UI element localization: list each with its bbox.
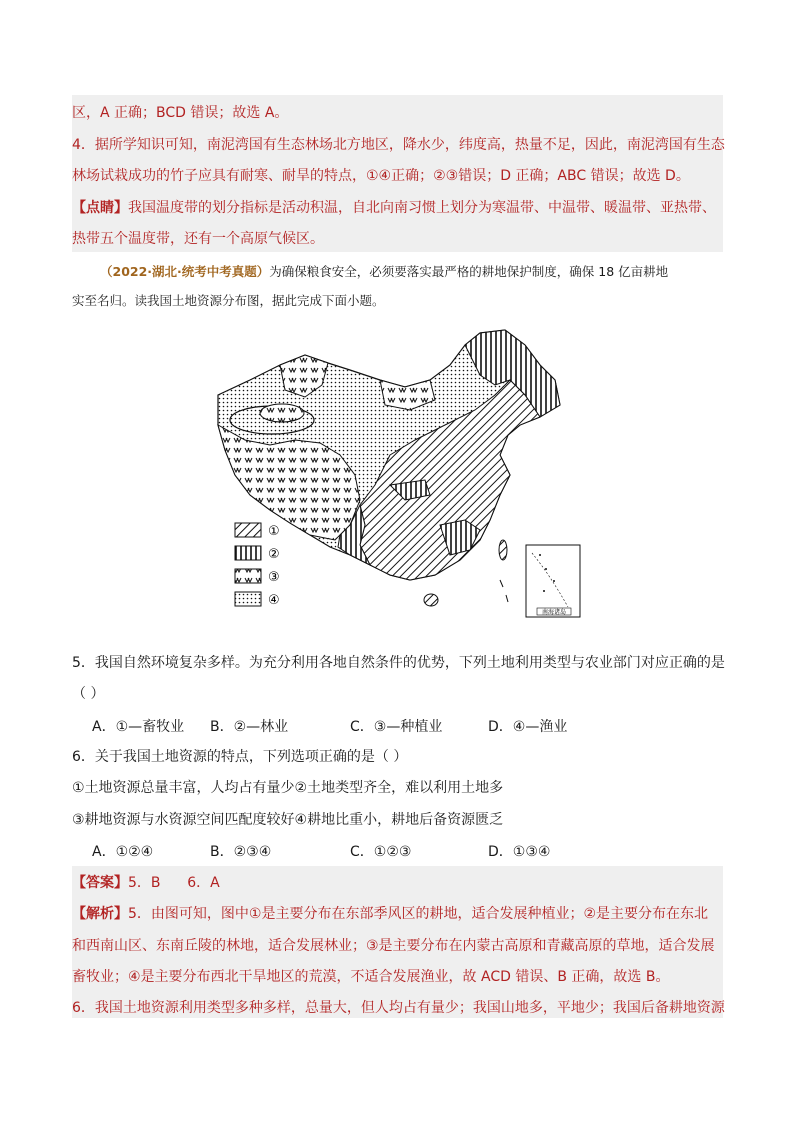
q6-statement-1: ①土地资源总量丰富，人均占有量少②土地类型齐全，难以利用土地多 — [72, 780, 504, 796]
q6-statement-2: ③耕地资源与水资源空间匹配度较好④耕地比重小，耕地后备资源匮乏 — [72, 812, 504, 828]
legend-swatch-1 — [235, 523, 261, 537]
answer-line — [72, 873, 220, 893]
q5-stem-line-2: （ ） — [72, 686, 105, 702]
legend-label-1: ① — [268, 524, 280, 539]
explanation-tag: 【解析】 — [72, 906, 128, 922]
legend-swatch-4 — [235, 592, 261, 606]
q5-option-b[interactable]: B．②—林业 — [210, 719, 289, 735]
question-source: （2022·湖北·统考中考真题） — [100, 264, 270, 279]
explanation-line-4: 6．我国土地资源利用类型多种多样，总量大，但人均占有量少；我国山地多，平地少；我国后备耕地资源 — [72, 1000, 725, 1016]
q6-option-c[interactable]: C．①②③ — [350, 844, 412, 860]
q5-option-d[interactable]: D．④—渔业 — [488, 719, 568, 735]
answer-line-2: 4．据所学知识可知，南泥湾国有生态林场北方地区，降水少，纬度高，热量不足，因此，南泥湾国有生态 — [72, 137, 725, 153]
legend-label-2: ② — [268, 547, 280, 562]
q5-stem-line-1: 5．我国自然环境复杂多样。为充分利用各地自然条件的优势，下列土地利用类型与农业部门对应正确的是 — [72, 655, 725, 671]
answer-line-1: 区，A 正确；BCD 错误；故选 A。 — [72, 105, 289, 121]
land-resource-map — [210, 325, 590, 620]
answer-text: 5．B 6．A — [128, 875, 220, 891]
q6-option-b[interactable]: B．②③④ — [210, 844, 272, 860]
tip-text: 我国温度带的划分指标是活动积温，自北向南习惯上划分为寒温带、中温带、暖温带、亚热带、 — [128, 200, 716, 216]
legend-label-4: ④ — [268, 593, 280, 608]
q6-option-a[interactable]: A．①②④ — [92, 844, 154, 860]
answer-line-3: 林场试栽成功的竹子应具有耐寒、耐旱的特点，①④正确；②③错误；D 正确；ABC 错误；故选 D。 — [72, 168, 690, 184]
q5-option-a[interactable]: A．①—畜牧业 — [92, 719, 185, 735]
explanation-line-1 — [72, 904, 708, 924]
tip-tag: 【点睛】 — [72, 200, 128, 216]
map-legend — [235, 523, 280, 608]
legend-label-3: ③ — [268, 570, 280, 585]
explanation-line-3: 畜牧业；④是主要分布西北干旱地区的荒漠，不适合发展渔业，故 ACD 错误、B 正确，故选 B。 — [72, 969, 670, 985]
china-map-figure — [210, 325, 590, 620]
tip-line — [72, 198, 716, 218]
question-intro-text-1: 为确保粮食安全，必须要落实最严格的耕地保护制度，确保 18 亿亩耕地 — [269, 264, 669, 279]
legend-swatch-3 — [235, 569, 261, 583]
explanation-line-2: 和西南山区、东南丘陵的林地，适合发展林业；③是主要分布在内蒙古高原和青藏高原的草地，适合发展 — [72, 938, 715, 954]
legend-swatch-2 — [235, 546, 261, 560]
q6-option-d[interactable]: D．①③④ — [488, 844, 551, 860]
answer-line-5: 热带五个温度带，还有一个高原气候区。 — [72, 231, 324, 247]
question-intro-line-1 — [100, 262, 668, 282]
question-intro-line-2: 实至名归。读我国土地资源分布图，据此完成下面小题。 — [72, 293, 385, 308]
q5-option-c[interactable]: C．③—种植业 — [350, 719, 443, 735]
q6-stem: 6．关于我国土地资源的特点，下列选项正确的是（ ） — [72, 749, 408, 765]
answer-tag: 【答案】 — [72, 875, 128, 891]
inset-label: 南海诸岛 — [541, 609, 567, 616]
explanation-text-1: 5．由图可知，图中①是主要分布在东部季风区的耕地，适合发展种植业；②是主要分布在东北 — [128, 906, 709, 922]
